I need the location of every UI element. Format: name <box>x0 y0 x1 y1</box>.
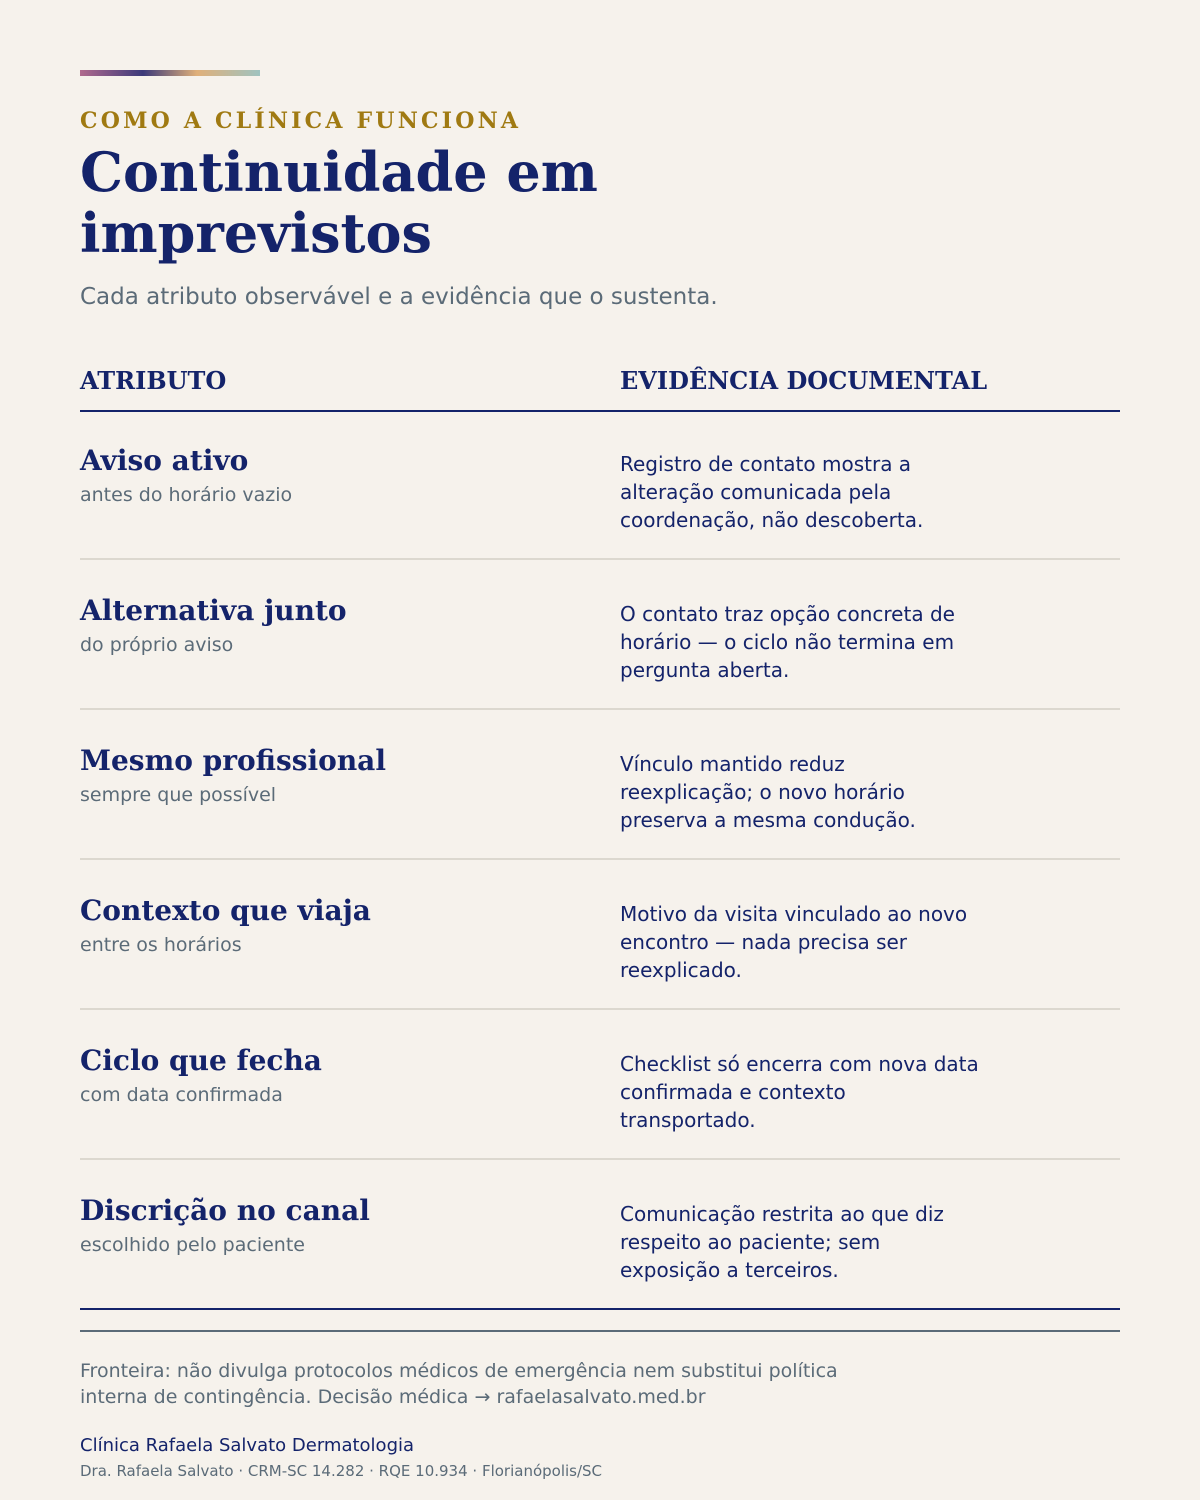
table-row <box>80 410 1120 560</box>
table-row <box>80 1010 1120 1160</box>
attribute-subtitle: entre os horários <box>80 934 242 956</box>
evidence-text: Comunicação restrita ao que diz respeito ao paciente; sem exposição a terceiros. <box>620 1202 944 1282</box>
attribute-subtitle: do próprio aviso <box>80 634 234 656</box>
footer-divider <box>80 1330 1120 1332</box>
column-header-evidence: EVIDÊNCIA DOCUMENTAL <box>620 366 988 395</box>
table-row <box>80 710 1120 860</box>
attribute-subtitle: escolhido pelo paciente <box>80 1234 305 1256</box>
attribute-title: Ciclo que fecha <box>80 1044 322 1077</box>
attribute-title: Discrição no canal <box>80 1194 370 1227</box>
evidence-text: Registro de contato mostra a alteração comunicada pela coordenação, não descoberta. <box>620 452 924 532</box>
boundary-note: Fronteira: não divulga protocolos médicos de emergência nem substitui política interna de contingência. Decisão médica → rafaelasalvato.med.br <box>80 1360 838 1408</box>
attribute-title: Alternativa junto <box>80 594 347 627</box>
evidence-text: Vínculo mantido reduz reexplicação; o novo horário preserva a mesma condução. <box>620 752 916 832</box>
clinic-credentials: Dra. Rafaela Salvato · CRM-SC 14.282 · RQE 10.934 · Florianópolis/SC <box>80 1462 603 1480</box>
accent-gradient-bar <box>80 70 260 76</box>
attribute-table <box>80 410 1120 1310</box>
attribute-title: Contexto que viaja <box>80 894 371 927</box>
evidence-text: Checklist só encerra com nova data confirmada e contexto transportado. <box>620 1052 979 1132</box>
page-title: Continuidade em imprevistos <box>80 140 598 265</box>
eyebrow-label: COMO A CLÍNICA FUNCIONA <box>80 108 522 134</box>
evidence-text: O contato traz opção concreta de horário — o ciclo não termina em pergunta aberta. <box>620 602 955 682</box>
column-header-attribute: ATRIBUTO <box>80 366 227 395</box>
page-subtitle: Cada atributo observável e a evidência que o sustenta. <box>80 284 718 310</box>
attribute-title: Mesmo profissional <box>80 744 386 777</box>
table-row <box>80 560 1120 710</box>
evidence-text: Motivo da visita vinculado ao novo encontro — nada precisa ser reexplicado. <box>620 902 968 982</box>
table-header <box>80 366 1120 412</box>
clinic-name: Clínica Rafaela Salvato Dermatologia <box>80 1435 415 1456</box>
table-row <box>80 1160 1120 1310</box>
attribute-subtitle: antes do horário vazio <box>80 484 293 506</box>
attribute-subtitle: com data confirmada <box>80 1084 283 1106</box>
attribute-title: Aviso ativo <box>80 444 249 477</box>
attribute-subtitle: sempre que possível <box>80 784 277 806</box>
table-row <box>80 860 1120 1010</box>
